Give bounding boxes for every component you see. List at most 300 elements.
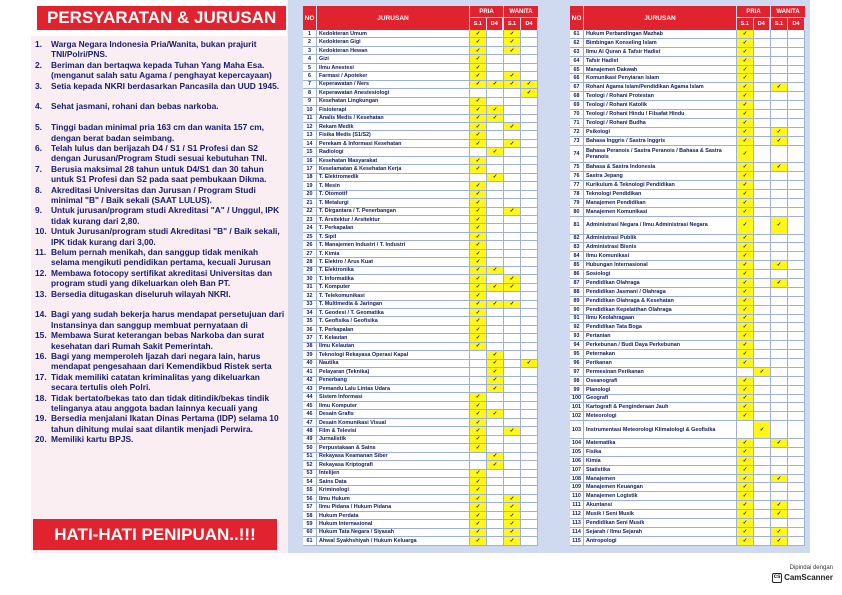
check-icon: ✓ [737,350,754,359]
empty-cell [788,350,805,359]
empty-cell [487,486,504,494]
row-major-name: Kesehatan Lingkungan [317,98,470,106]
check-icon: ✓ [470,301,487,309]
table-row [570,412,805,421]
empty-cell [521,275,538,283]
table-row [570,137,805,146]
empty-cell [504,444,521,452]
row-number: 2 [303,38,317,46]
empty-cell [504,106,521,114]
empty-cell [771,270,788,279]
empty-cell [521,292,538,300]
row-major-name: T. Telekomunikasi [317,292,470,300]
check-icon: ✓ [470,326,487,334]
table-row [303,89,538,97]
table-row [303,520,538,528]
row-major-name: Akuntansi [584,501,737,510]
empty-cell [487,64,504,72]
check-icon: ✓ [470,191,487,199]
check-icon: ✓ [737,146,754,164]
empty-cell [504,199,521,207]
requirement-text: Bagi yang sudah bekerja harus mendapat persetujuan dari Instansinya dan sanggup membuat pernyataan di [51,309,285,330]
empty-cell [487,233,504,241]
check-icon: ✓ [737,501,754,510]
empty-cell [504,165,521,173]
check-icon: ✓ [487,301,504,309]
check-icon: ✓ [737,457,754,466]
empty-cell [521,182,538,190]
requirement-text: Warga Negara Indonesia Pria/Wanita, bukan prajurit TNI/Polri/PNS. [51,39,257,60]
table-row [303,267,538,275]
empty-cell [754,128,771,137]
check-icon: ✓ [737,297,754,306]
check-icon: ✓ [771,83,788,92]
row-major-name: Analis Medis / Kesehatan [317,115,470,123]
check-icon: ✓ [504,81,521,89]
empty-cell [521,199,538,207]
table-row [303,148,538,156]
empty-cell [788,412,805,421]
row-number: 28 [303,258,317,266]
row-major-name: Ilmu Komputer [317,402,470,410]
empty-cell [504,317,521,325]
check-icon: ✓ [771,537,788,546]
empty-cell [504,267,521,275]
empty-cell [771,243,788,252]
empty-cell [521,495,538,503]
empty-cell [521,385,538,393]
row-major-name: Manajemen Komunikasi [584,208,737,217]
empty-cell [504,419,521,427]
row-major-name: Film & Televisi [317,427,470,435]
check-icon: ✓ [470,123,487,131]
empty-cell [504,233,521,241]
table-row [303,512,538,520]
row-number: 45 [303,402,317,410]
check-icon: ✓ [737,448,754,457]
table-row [570,466,805,475]
row-major-name: Ilmu Keolahragaan [584,315,737,324]
header-pria: PRIA S.1 D4 [737,6,771,30]
check-icon: ✓ [737,270,754,279]
empty-cell [771,110,788,119]
row-major-name: Teologi / Rohani Protestan [584,92,737,101]
header-wanita: WANITA S.1 D4 [504,6,538,30]
row-major-name: Rohani Agama Islam/Pendidikan Agama Islam [584,83,737,92]
check-icon: ✓ [470,343,487,351]
empty-cell [504,368,521,376]
empty-cell [771,30,788,39]
row-major-name: T. Sipil [317,233,470,241]
table-body [303,30,538,546]
check-icon: ✓ [737,306,754,315]
empty-cell [487,191,504,199]
requirement-number: 14. [35,309,47,320]
row-major-name: Kedokteran Hewan [317,47,470,55]
empty-cell [521,250,538,258]
table-row [570,421,805,439]
empty-cell [771,492,788,501]
check-icon: ✓ [470,64,487,72]
requirement-item [35,330,285,351]
table-row [303,30,538,38]
table-row [570,74,805,83]
row-number: 85 [570,261,584,270]
empty-cell [771,368,788,377]
check-icon: ✓ [470,470,487,478]
row-major-name: Planologi [584,386,737,395]
check-icon: ✓ [737,199,754,208]
empty-cell [504,55,521,63]
requirement-item [35,309,285,330]
check-icon: ✓ [487,461,504,469]
check-icon: ✓ [504,284,521,292]
empty-cell [788,528,805,537]
row-major-name: Bahasa Inggris / Sastra Inggris [584,137,737,146]
requirement-item [35,185,285,206]
empty-cell [788,368,805,377]
empty-cell [788,217,805,235]
row-major-name: Manajemen Logistik [584,492,737,501]
empty-cell [788,492,805,501]
check-icon: ✓ [521,360,538,368]
row-number: 91 [570,315,584,324]
empty-cell [521,301,538,309]
empty-cell [788,403,805,412]
empty-cell [504,470,521,478]
empty-cell [754,537,771,546]
empty-cell [504,309,521,317]
empty-cell [771,101,788,110]
check-icon: ✓ [737,101,754,110]
table-row [570,395,805,404]
empty-cell [788,48,805,57]
empty-cell [754,190,771,199]
empty-cell [521,267,538,275]
empty-cell [771,235,788,244]
requirement-item [35,101,285,122]
check-icon: ✓ [487,360,504,368]
check-icon: ✓ [470,208,487,216]
requirements-list [35,39,285,455]
row-number: 72 [570,128,584,137]
empty-cell [504,436,521,444]
check-icon: ✓ [504,47,521,55]
row-number: 33 [303,301,317,309]
table-row [303,486,538,494]
empty-cell [754,359,771,368]
requirement-item [35,60,285,81]
empty-cell [504,334,521,342]
table-row [570,66,805,75]
requirement-number: 12. [35,267,47,278]
check-icon: ✓ [470,81,487,89]
empty-cell [771,395,788,404]
empty-cell [771,119,788,128]
check-icon: ✓ [504,520,521,528]
row-major-name: Pendidikan Olahraga [584,279,737,288]
check-icon: ✓ [470,98,487,106]
table-row [570,457,805,466]
empty-cell [487,317,504,325]
empty-cell [521,402,538,410]
empty-cell [754,235,771,244]
check-icon: ✓ [504,537,521,545]
check-icon: ✓ [487,115,504,123]
scanner-watermark: Dipindai dengan cs CamScanner [773,565,833,582]
row-number: 77 [570,181,584,190]
empty-cell [788,288,805,297]
requirement-text: Berusia maksimal 28 tahun untuk D4/S1 dan 30 tahun untuk S1 Profesi dan S2 pada saat pembukaan Dikma. [51,163,267,185]
empty-cell [771,412,788,421]
requirement-number: 15. [35,330,47,341]
check-icon: ✓ [737,341,754,350]
empty-cell [771,350,788,359]
row-number: 89 [570,297,584,306]
check-icon: ✓ [504,72,521,80]
empty-cell [754,74,771,83]
empty-cell [504,216,521,224]
row-number: 61 [303,537,317,545]
row-number: 109 [570,483,584,492]
row-major-name: T. Mesin [317,182,470,190]
table-row [570,252,805,261]
row-number: 59 [303,520,317,528]
check-icon: ✓ [470,292,487,300]
empty-cell [788,172,805,181]
table-row [303,461,538,469]
row-major-name: Kedokteran Gigi [317,38,470,46]
empty-cell [487,241,504,249]
empty-cell [521,334,538,342]
table-row [570,146,805,164]
requirement-item [35,351,285,372]
check-icon: ✓ [470,157,487,165]
check-icon: ✓ [487,351,504,359]
row-major-name: T. Multimedia & Jaringan [317,301,470,309]
empty-cell [504,64,521,72]
table-row [303,537,538,545]
empty-cell [771,448,788,457]
row-number: 78 [570,190,584,199]
row-major-name: Ilmu Komunikasi [584,252,737,261]
empty-cell [470,89,487,97]
requirement-number: 8. [35,184,42,195]
requirement-text: Sehat jasmani, rohani dan bebas narkoba. [51,101,219,112]
table-row [303,478,538,486]
row-number: 5 [303,64,317,72]
check-icon: ✓ [470,258,487,266]
empty-cell [521,148,538,156]
row-number: 88 [570,288,584,297]
table-row [303,131,538,139]
empty-cell [754,279,771,288]
empty-cell [487,503,504,511]
table-row [303,258,538,266]
check-icon: ✓ [470,334,487,342]
empty-cell [788,83,805,92]
row-number: 106 [570,457,584,466]
table-row [303,436,538,444]
check-icon: ✓ [470,182,487,190]
check-icon: ✓ [487,453,504,461]
empty-cell [771,172,788,181]
table-row [570,190,805,199]
check-icon: ✓ [470,503,487,511]
row-number: 92 [570,323,584,332]
check-icon: ✓ [754,368,771,377]
empty-cell [771,66,788,75]
empty-cell [788,208,805,217]
table-row [303,123,538,131]
table-row [303,199,538,207]
empty-cell [521,224,538,232]
empty-cell [521,343,538,351]
requirement-item [35,268,285,289]
row-major-name: Nautika [317,360,470,368]
row-major-name: Sains Data [317,478,470,486]
empty-cell [504,351,521,359]
table-row [570,377,805,386]
row-number: 1 [303,30,317,38]
table-row [303,64,538,72]
empty-cell [521,47,538,55]
empty-cell [754,323,771,332]
check-icon: ✓ [504,38,521,46]
row-major-name: Pendidikan Seni Musik [584,519,737,528]
check-icon: ✓ [737,66,754,75]
row-major-name: T. Elektromedik [317,174,470,182]
check-icon: ✓ [771,128,788,137]
check-icon: ✓ [737,475,754,484]
row-major-name: Desain Grafis [317,410,470,418]
row-number: 97 [570,368,584,377]
empty-cell [487,478,504,486]
requirement-text: Tidak memiliki catatan kriminalitas yang dikeluarkan secara tertulis oleh Polri. [51,371,260,393]
table-row [303,115,538,123]
empty-cell [521,410,538,418]
check-icon: ✓ [771,501,788,510]
row-major-name: T. Kimia [317,250,470,258]
row-number: 53 [303,470,317,478]
empty-cell [487,326,504,334]
requirement-item [35,205,285,226]
requirement-text: Untuk Jurusan/program studi Akreditasi "B" / Baik sekali, IPK tidak kurang dari 3,00. [51,226,280,247]
row-number: 105 [570,448,584,457]
check-icon: ✓ [504,30,521,38]
row-number: 107 [570,466,584,475]
empty-cell [470,148,487,156]
row-number: 113 [570,519,584,528]
requirement-number: 4. [35,101,42,112]
empty-cell [504,385,521,393]
empty-cell [504,182,521,190]
row-number: 40 [303,360,317,368]
row-number: 103 [570,421,584,439]
requirement-number: 11. [35,246,47,257]
check-icon: ✓ [737,439,754,448]
empty-cell [487,495,504,503]
table-row [570,261,805,270]
table-row [303,81,538,89]
check-icon: ✓ [737,332,754,341]
check-icon: ✓ [737,208,754,217]
empty-cell [487,393,504,401]
check-icon: ✓ [737,377,754,386]
check-icon: ✓ [470,30,487,38]
empty-cell [521,157,538,165]
check-icon: ✓ [487,284,504,292]
check-icon: ✓ [470,520,487,528]
empty-cell [487,529,504,537]
requirement-item [35,226,285,247]
requirement-number: 7. [35,163,42,174]
header-wanita: WANITA S.1 D4 [771,6,805,30]
row-number: 49 [303,436,317,444]
empty-cell [521,98,538,106]
table-row [303,410,538,418]
check-icon: ✓ [487,385,504,393]
empty-cell [754,332,771,341]
table-row [570,199,805,208]
empty-cell [487,444,504,452]
table-row [570,448,805,457]
row-major-name: Perekam & Informasi Kesehatan [317,140,470,148]
check-icon: ✓ [504,512,521,520]
requirement-text: Tinggi badan minimal pria 163 cm dan wanita 157 cm, dengan berat badan seimbang. [51,122,265,143]
empty-cell [521,436,538,444]
table-row [570,235,805,244]
requirement-text: Bersedia menjalani Ikatan Dinas Pertama (IDP) selama 10 tahun dihitung mulai saat dilantik menjadi Perwira. [51,413,279,434]
row-number: 41 [303,368,317,376]
empty-cell [754,172,771,181]
check-icon: ✓ [504,275,521,283]
empty-cell [521,174,538,182]
table-row [303,38,538,46]
row-number: 26 [303,241,317,249]
empty-cell [504,258,521,266]
row-number: 17 [303,165,317,173]
requirement-number: 17. [35,371,47,382]
row-major-name: Manajemen Keuangan [584,483,737,492]
table-row [570,492,805,501]
empty-cell [504,224,521,232]
table-row [570,92,805,101]
row-number: 43 [303,385,317,393]
empty-cell [504,98,521,106]
empty-cell [788,395,805,404]
check-icon: ✓ [470,131,487,139]
table-row [303,72,538,80]
row-number: 4 [303,55,317,63]
table-row [570,163,805,172]
empty-cell [487,55,504,63]
check-icon: ✓ [470,512,487,520]
empty-cell [521,30,538,38]
check-icon: ✓ [470,250,487,258]
row-number: 31 [303,284,317,292]
table-row [303,301,538,309]
empty-cell [737,421,754,439]
empty-cell [754,146,771,164]
empty-cell [487,436,504,444]
check-icon: ✓ [737,315,754,324]
empty-cell [788,466,805,475]
header-jurusan: JURUSAN [584,6,737,30]
row-major-name: T. Geofisika / Geofisika [317,317,470,325]
empty-cell [771,386,788,395]
table-row [570,315,805,324]
